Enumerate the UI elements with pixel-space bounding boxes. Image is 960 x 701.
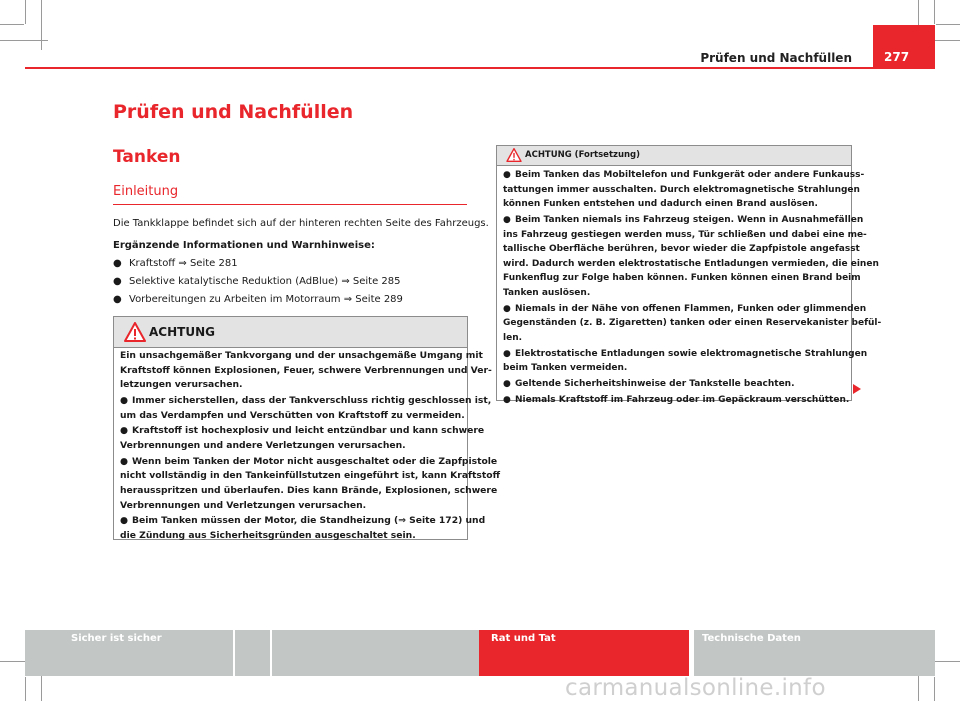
warning-line: um das Verdampfen und Verschütten von Kraftstoff zu vermeiden. [120, 409, 465, 421]
crop-mark [25, 677, 26, 701]
warning-line: Verbrennungen und andere Verletzungen verursachen. [120, 439, 406, 451]
continue-arrow-icon [853, 384, 861, 394]
warning-header [114, 317, 467, 348]
warning-triangle-icon [506, 148, 522, 162]
warning-line: tallische Oberfläche berühren, bevor wieder die Zapfpistole angefasst [503, 244, 860, 255]
tab-filler [272, 630, 479, 676]
warning-line: beim Tanken vermeiden. [503, 363, 628, 374]
ref-item[interactable]: ● Selektive katalytische Reduktion (AdBlue) ⇒ Seite 285 [113, 276, 401, 287]
warning-item: ● Beim Tanken niemals ins Fahrzeug steigen. Wenn in Ausnahmefällen [503, 213, 881, 228]
warning-line: Tanken auslösen. [503, 287, 591, 298]
warning-box [113, 316, 501, 541]
running-header-title: Prüfen und Nachfüllen [700, 51, 852, 65]
warning-item: ● Beim Tanken das Mobiltelefon und Funkgerät oder andere Funkauss- [503, 168, 881, 183]
crop-mark [0, 40, 48, 41]
page-number: 277 [873, 25, 935, 68]
watermark: carmanualsonline.info [565, 675, 826, 701]
warning-line: Funkenflug zur Folge haben können. Funken können einen Brand beim [503, 273, 861, 284]
crop-mark [936, 24, 960, 25]
tab-rat-und-tat[interactable]: Rat und Tat [479, 630, 689, 676]
warning-item: ● Wenn beim Tanken der Motor nicht ausgeschaltet oder die Zapfpistole [120, 455, 500, 470]
warning-line: tattungen immer ausschalten. Durch elektromagnetische Strahlungen [503, 184, 860, 195]
warning-header [497, 146, 851, 166]
bullet: ● [503, 303, 511, 314]
warning-item: ● Niemals Kraftstoff im Fahrzeug oder im Gepäckraum verschütten. [503, 393, 881, 408]
warning-box-continued [496, 145, 882, 405]
chapter-heading: Prüfen und Nachfüllen [113, 101, 354, 123]
bullet: ● [113, 276, 122, 287]
crop-mark [0, 24, 24, 25]
bullet: ● [503, 379, 511, 390]
warning-title: ACHTUNG [149, 325, 215, 339]
warning-line: Kraftstoff können Explosionen, Feuer, schwere Verbrennungen und Ver- [120, 364, 492, 376]
warning-line: herausspritzen und überlaufen. Dies kann Brände, Explosionen, schwere [120, 484, 498, 496]
bullet: ● [120, 515, 129, 527]
warning-item: ● Beim Tanken müssen der Motor, die Standheizung (⇒ Seite 172) und [120, 514, 500, 529]
bullet: ● [120, 425, 129, 437]
tab-sicher-ist-sicher[interactable]: Sicher ist sicher [25, 630, 235, 676]
bullet: ● [503, 170, 511, 180]
ref-item[interactable]: ● Vorbereitungen zu Arbeiten im Motorraum ⇒ Seite 289 [113, 294, 403, 305]
crop-mark [25, 0, 26, 24]
refs-title: Ergänzende Informationen und Warnhinweise: [113, 240, 375, 251]
subsection-heading: Einleitung [113, 184, 179, 199]
warning-line: nicht vollständig in den Tankeinfüllstutzen eingeführt ist, kann Kraftstoff [120, 470, 501, 482]
warning-line: ins Fahrzeug gestiegen werden muss, Tür schließen und dabei eine me- [503, 229, 867, 240]
section-heading: Tanken [113, 147, 181, 167]
crop-mark [41, 0, 42, 50]
warning-item: ● Kraftstoff ist hochexplosiv und leicht entzündbar und kann schwere [120, 424, 500, 439]
warning-line: die Zündung aus Sicherheitsgründen ausgeschaltet sein. [120, 529, 416, 541]
warning-body [503, 168, 881, 407]
warning-title: ACHTUNG (Fortsetzung) [525, 150, 641, 160]
bullet: ● [503, 348, 511, 359]
tab-filler [235, 630, 270, 676]
intro-text: Die Tankklappe befindet sich auf der hinteren rechten Seite des Fahrzeugs. [113, 218, 489, 229]
warning-line: letzungen verursachen. [120, 379, 243, 391]
warning-item: ● Immer sicherstellen, dass der Tankverschluss richtig geschlossen ist, [120, 394, 500, 409]
warning-triangle-icon [124, 322, 146, 342]
bullet: ● [120, 455, 129, 467]
warning-item: ● Niemals in der Nähe von offenen Flammen, Funken oder glimmenden [503, 302, 881, 317]
warning-line: wird. Dadurch werden elektrostatische Entladungen vermieden, die einen [503, 258, 879, 269]
crop-mark [934, 0, 935, 24]
bullet: ● [113, 258, 122, 269]
bullet: ● [120, 394, 129, 406]
header-rule [25, 67, 935, 69]
bullet: ● [503, 214, 511, 225]
warning-line: Gegenständen (z. B. Zigaretten) tanken oder einen Reservekanister befül- [503, 318, 882, 329]
tab-technische-daten[interactable]: Technische Daten [694, 630, 935, 676]
ref-item[interactable]: ● Kraftstoff ⇒ Seite 281 [113, 258, 238, 269]
warning-body [120, 349, 500, 543]
subsection-rule [113, 204, 467, 205]
warning-line: len. [503, 332, 523, 343]
warning-item: ● Elektrostatische Entladungen sowie elektromagnetische Strahlungen [503, 347, 881, 362]
tab-divider [689, 630, 694, 676]
warning-item: ● Geltende Sicherheitshinweise der Tankstelle beachten. [503, 377, 881, 392]
warning-line: Verbrennungen und Verletzungen verursachen. [120, 499, 367, 511]
crop-mark [934, 677, 935, 701]
bullet: ● [503, 394, 511, 405]
bullet: ● [113, 294, 122, 305]
warning-line: können Funken entstehen und dadurch einen Brand auslösen. [503, 199, 818, 210]
warning-line: Ein unsachgemäßer Tankvorgang und der unsachgemäße Umgang mit [120, 350, 483, 361]
